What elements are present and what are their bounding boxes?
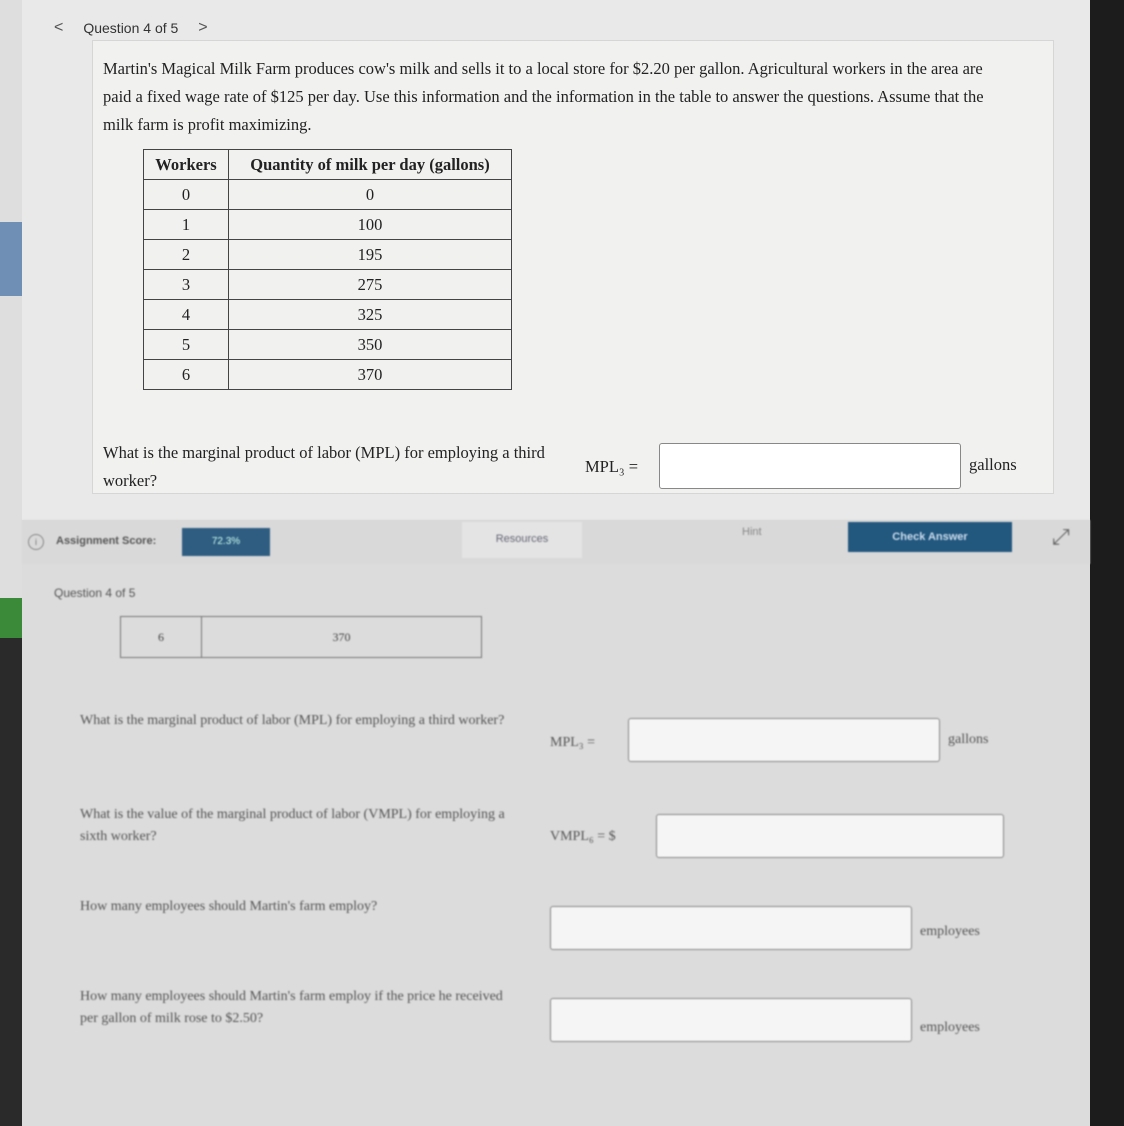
resources-button[interactable]: Resources [462,522,582,558]
check-answer-button[interactable]: Check Answer [848,522,1012,552]
left-edge-icon [0,598,22,638]
employees-price-unit: employees [920,1020,980,1035]
table-row [144,300,512,330]
table-header-workers: Workers [144,150,229,180]
vmpl-question: What is the value of the marginal product of labor (VMPL) for employing a sixth worker? [80,807,505,844]
question-counter: Question 4 of 5 [83,20,179,36]
next-question-button[interactable]: > [198,19,208,36]
production-table [143,149,512,390]
workers-cell: 6 [121,617,202,657]
bottom-toolbar [22,520,1090,564]
quantity-cell: 100 [229,210,512,240]
question-screen [22,0,1090,520]
bottom-mpl-label: MPL₃ = [550,735,596,750]
employees-input[interactable] [550,906,912,950]
problem-text: Martin's Magical Milk Farm produces cow's milk and sells it to a local store for $2.20 per gallon. Agricultural workers in the area are paid a fixed wage rate of $125 per day. Use this information and the information in the table to answer the questions. Assume that the milk farm is profit maximizing. [103,59,984,134]
table-row [144,330,512,360]
workers-cell: 2 [144,240,229,270]
mpl-answer-input[interactable] [659,443,961,489]
employees-price-input[interactable] [550,998,912,1042]
score-badge: 72.3% [182,528,270,556]
table-row [144,180,512,210]
quantity-cell: 0 [229,180,512,210]
info-icon: i [28,534,44,550]
table-row [144,240,512,270]
question-nav [54,16,208,40]
mpl-label: MPL₃ = [585,457,639,476]
quantity-cell: 275 [229,270,512,300]
workers-cell: 6 [144,360,229,390]
mpl-question: What is the marginal product of labor (MPL) for employing a third worker? [103,443,545,490]
quantity-cell: 325 [229,300,512,330]
bottom-mpl-input[interactable] [628,718,940,762]
prev-question-button[interactable]: < [54,19,64,36]
blurred-screen [22,520,1090,1126]
bottom-question-counter: Question 4 of 5 [54,586,136,600]
workers-cell: 1 [144,210,229,240]
workers-cell: 0 [144,180,229,210]
right-edge [1090,0,1124,1126]
vmpl-input[interactable] [656,814,1004,858]
table-row [144,210,512,240]
workers-cell: 3 [144,270,229,300]
employees-question: How many employees should Martin's farm employ? [80,899,378,914]
quantity-cell: 370 [229,360,512,390]
bottom-mpl-unit: gallons [948,732,989,747]
quantity-cell: 370 [332,630,351,644]
vmpl-label: VMPL₆ = $ [550,829,616,844]
score-label: Assignment Score: [56,535,157,547]
mpl-unit: gallons [969,455,1017,474]
bottom-table-row [120,616,482,658]
bottom-mpl-question: What is the marginal product of labor (MPL) for employing a third worker? [80,713,505,728]
table-row [144,270,512,300]
workers-cell: 5 [144,330,229,360]
employees-price-question: How many employees should Martin's farm employ if the price he received per gallon of milk rose to $2.50? [80,989,503,1026]
expand-icon[interactable]: ⤢ [1052,524,1070,549]
question-card [92,40,1054,494]
quantity-cell: 350 [229,330,512,360]
quantity-cell: 195 [229,240,512,270]
table-header-quantity: Quantity of milk per day (gallons) [229,150,512,180]
table-row [144,360,512,390]
workers-cell: 4 [144,300,229,330]
employees-unit: employees [920,924,980,939]
hint-button[interactable]: Hint [742,526,762,538]
